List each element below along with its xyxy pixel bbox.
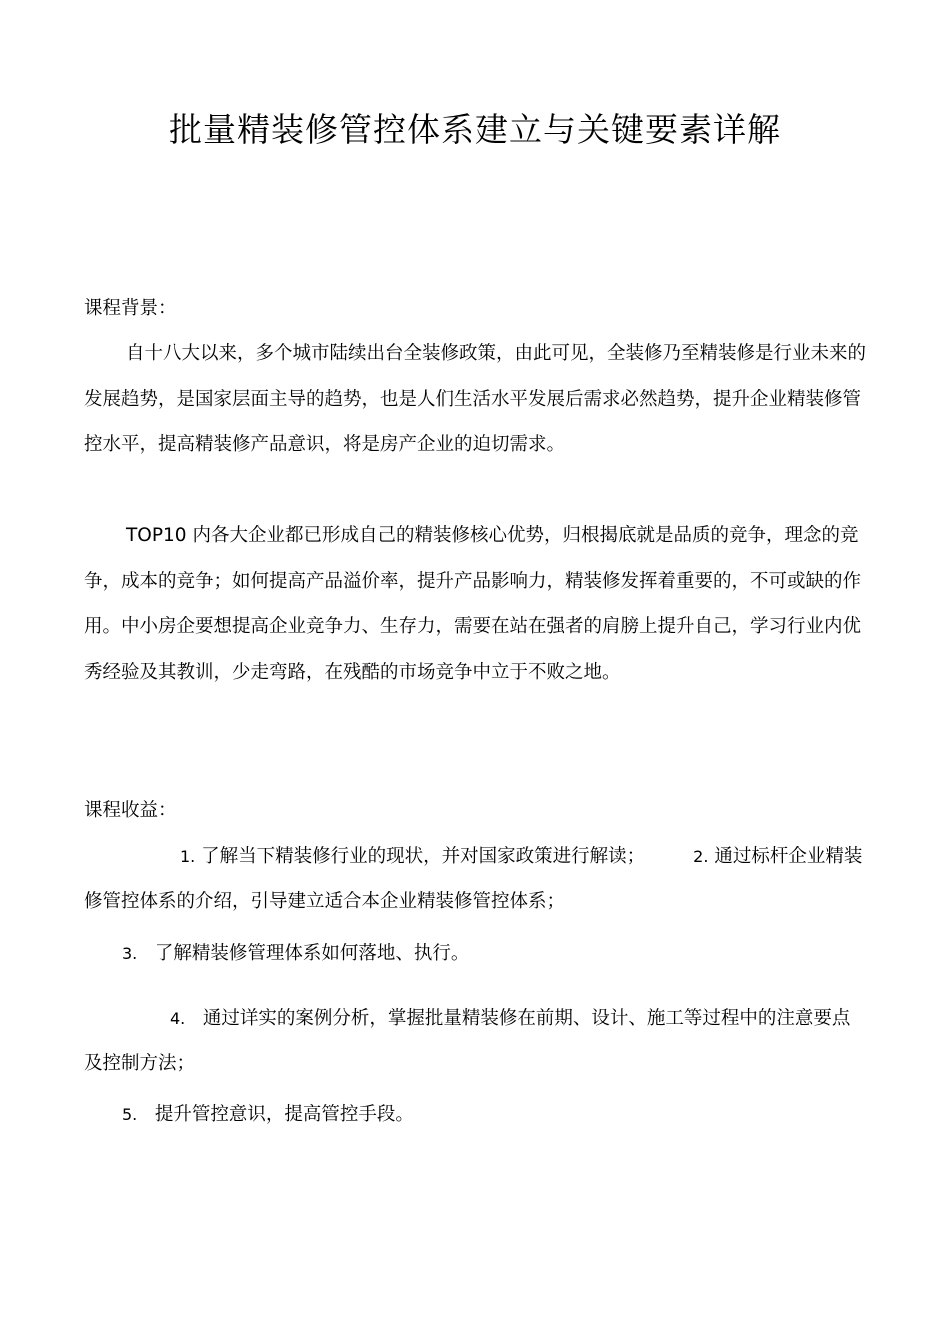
background-paragraph-1: 自十八大以来，多个城市陆续出台全装修政策，由此可见，全装修乃至精装修是行业未来的发展趋势，是国家层面主导的趋势，也是人们生活水平发展后需求必然趋势，提升企业精装修管控水平，提高精装修产品意识，将是房产企业的迫切需求。	[84, 343, 867, 456]
benefit-text-4: 通过详实的案例分析，掌握批量精装修在前期、设计、施工等过程中的注意要点及控制方法；	[84, 1008, 851, 1074]
benefit-item-3	[122, 931, 868, 976]
benefit-text-3: 了解精装修管理体系如何落地、执行。	[154, 943, 470, 964]
benefit-text-2: 通过标杆企业精装修管控体系的介绍，引导建立适合本企业精装修管控体系；	[84, 846, 863, 912]
benefit-text-1: 了解当下精装修行业的现状，并对国家政策进行解读；	[201, 846, 646, 867]
background-paragraph-2: TOP10 内各大企业都已形成自己的精装修核心优势，归根揭底就是品质的竞争，理念的竞争，成本的竞争；如何提高产品溢价率，提升产品影响力，精装修发挥着重要的，不可或缺的作用。中小房企要想提高企业竞争力、生存力，需要在站在强者的肩膀上提升自己，学习行业内优秀经验及其教训，少走弯路，在残酷的市场竞争中立于不败之地。	[84, 525, 862, 683]
benefits-heading: 课程收益：	[84, 800, 177, 821]
benefit-item-5	[122, 1092, 868, 1137]
benefit-number-3: 3.	[122, 944, 138, 963]
document-title: 批量精装修管控体系建立与关键要素详解	[169, 110, 781, 149]
benefit-number-2: 2.	[693, 847, 709, 866]
benefit-number-4: 4.	[170, 1009, 186, 1028]
benefit-text-5: 提升管控意识，提高管控手段。	[154, 1104, 414, 1125]
benefit-item-1-2	[84, 834, 868, 924]
benefit-item-4	[84, 996, 868, 1086]
benefit-number-1: 1.	[180, 847, 196, 866]
benefit-number-5: 5.	[122, 1105, 138, 1124]
background-heading: 课程背景：	[84, 298, 177, 319]
